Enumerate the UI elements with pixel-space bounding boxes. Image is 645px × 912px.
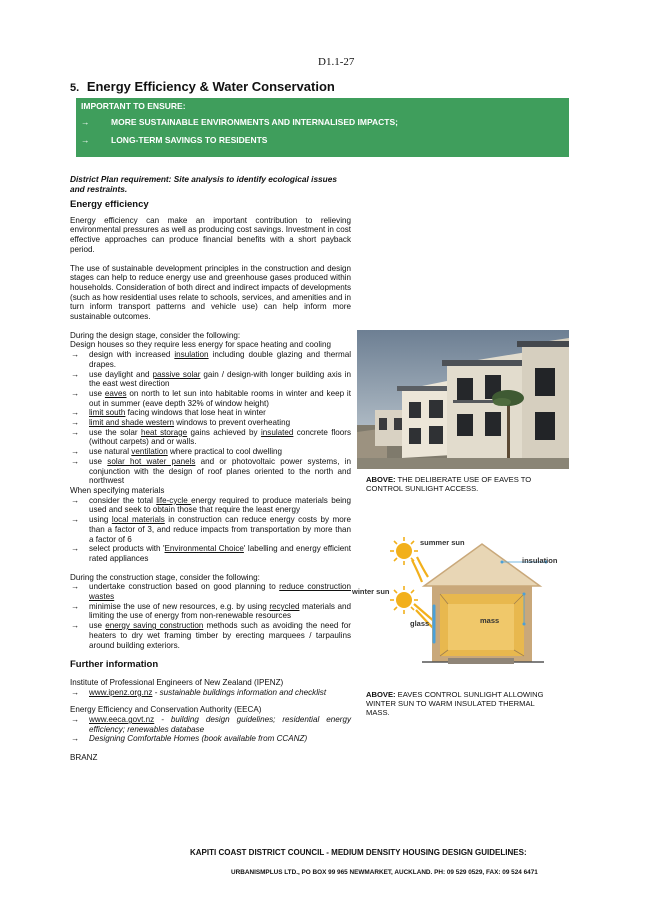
list-item: → use daylight and passive solar gain / design-with longer building axis in the east west direction xyxy=(71,369,351,389)
list-item: → undertake construction based on good planning to reduce construction wastes xyxy=(71,582,352,602)
list-item: → www.eeca.govt.nz - building design guidelines; residential energy efficiency; renewables database xyxy=(71,715,351,734)
diagram-caption: ABOVE: EAVES CONTROL SUNLIGHT ALLOWING WINTER SUN TO WARM INSULATED THERMAL MASS. xyxy=(366,690,544,717)
arrow-icon: → xyxy=(81,117,90,127)
arrow-icon: → xyxy=(71,350,80,360)
branz: BRANZ xyxy=(70,753,98,763)
further-heading: Further information xyxy=(70,659,159,671)
arrow-icon: → xyxy=(71,369,80,379)
important-box xyxy=(76,98,569,157)
list-item: → Designing Comfortable Homes (book available from CCANZ) xyxy=(71,734,308,744)
arrow-icon: → xyxy=(71,544,80,554)
insulation-label: insulation xyxy=(522,556,558,565)
list-item: → design with increased insulation including double glazing and thermal drapes. xyxy=(71,350,351,369)
paragraph: The use of sustainable development principles in the construction and design stages can help to reduce energy use and greenhouse gases produced within households. Consideration of both direct and indirect impacts of developments (such as how residential uses relate to schools, services, and amenities and in turn inform transport patterns and vehicle use) can help inform more sustainable outcomes. xyxy=(70,263,351,322)
design-intro: During the design stage, consider the following: xyxy=(70,330,241,340)
materials-intro: When specifying materials xyxy=(70,485,165,495)
list-item: → use the solar heat storage gains achieved by insulated concrete floors (without carpets) and or walls. xyxy=(71,427,351,447)
mass-label: mass xyxy=(480,616,500,625)
arrow-icon: → xyxy=(71,388,80,398)
construction-intro: During the construction stage, consider the following: xyxy=(70,572,260,582)
important-item: → LONG-TERM SAVINGS TO RESIDENTS xyxy=(81,135,268,145)
eeca-link[interactable]: www.eeca.govt.nz xyxy=(89,715,155,725)
arrow-icon: → xyxy=(71,715,80,725)
summer-sun-label: summer sun xyxy=(420,538,465,547)
list-item: → using local materials in construction can reduce energy costs by more than a factor of 3, and reduce impacts from transportation by more than a factor of 6 xyxy=(71,515,351,544)
photo-caption: ABOVE: THE DELIBERATE USE OF EAVES TO CONTROL SUNLIGHT ACCESS. xyxy=(366,475,532,493)
list-item: → consider the total life-cycle energy required to produce materials being used and seek to obtain those that require the least energy xyxy=(71,495,352,515)
list-item: → use eaves on north to let sun into habitable rooms in winter and keep it out in summer (eave depth 32% of window height) xyxy=(71,388,351,408)
arrow-icon: → xyxy=(81,135,90,145)
design-sub: Design houses so they require less energy for space heating and cooling xyxy=(70,340,331,350)
important-title: IMPORTANT TO ENSURE: xyxy=(81,101,186,111)
footer-title: KAPITI COAST DISTRICT COUNCIL - MEDIUM DENSITY HOUSING DESIGN GUIDELINES: xyxy=(190,848,527,857)
paragraph: Energy efficiency can make an important contribution to relieving environmental pressures as well as producing cost savings. Investment in cost effective approaches can produce financial benefits with a short payback period. xyxy=(70,215,351,254)
important-item: → MORE SUSTAINABLE ENVIRONMENTS AND INTERNALISED IMPACTS; xyxy=(81,117,398,127)
summer-sun-icon xyxy=(390,537,418,565)
arrow-icon: → xyxy=(71,408,80,418)
main-column xyxy=(70,200,351,763)
list-item: → use solar hot water panels and or photovoltaic power systems, in conjunction with the design of roof planes oriented to the north and northwest xyxy=(71,456,351,486)
townhouse-photo xyxy=(357,330,569,469)
glass-label: glass xyxy=(410,619,430,628)
list-item: → use natural ventilation where practical to cool dwelling xyxy=(71,447,283,457)
list-item: → use energy saving construction methods such as avoiding the need for heaters to dry wet framing timber by erecting marquees / tarpaulins around building exteriors. xyxy=(71,621,351,650)
section-title: Energy Efficiency & Water Conservation xyxy=(86,79,335,94)
ipenz-link[interactable]: www.ipenz.org.nz xyxy=(89,687,153,697)
winter-sun-label: winter sun xyxy=(352,587,390,596)
arrow-icon: → xyxy=(71,687,80,697)
arrow-icon: → xyxy=(71,582,80,592)
page-number: D1.1-27 xyxy=(318,56,355,68)
solar-diagram xyxy=(352,532,564,684)
district-requirement: District Plan requirement: Site analysis to identify ecological issues and restraints. xyxy=(70,174,337,194)
arrow-icon: → xyxy=(71,515,80,525)
ipenz-name: Institute of Professional Engineers of New Zealand (IPENZ) xyxy=(70,677,284,687)
arrow-icon: → xyxy=(71,418,80,428)
arrow-icon: → xyxy=(71,447,80,457)
list-item: → www.ipenz.org.nz - sustainable buildings information and checklist xyxy=(71,687,327,697)
arrow-icon: → xyxy=(71,495,80,505)
arrow-icon: → xyxy=(71,601,80,611)
section-heading xyxy=(70,79,335,94)
list-item: → limit and shade western windows to prevent overheating xyxy=(71,418,291,428)
arrow-icon: → xyxy=(71,427,80,437)
eeca-name: Energy Efficiency and Conservation Authority (EECA) xyxy=(70,705,262,715)
energy-heading: Energy efficiency xyxy=(70,199,149,210)
footer-contact: URBANISMPLUS LTD., PO BOX 99 965 NEWMARKET, AUCKLAND. PH: 09 529 0529, FAX: 09 524 6471 xyxy=(231,869,538,876)
winter-sun-icon xyxy=(390,586,418,614)
list-item: → minimise the use of new resources, e.g. by using recycled materials and limiting the use of energy from non-renewable resources xyxy=(71,601,352,621)
arrow-icon: → xyxy=(71,734,80,744)
arrow-icon: → xyxy=(71,456,80,466)
list-item: → select products with 'Environmental Choice' labelling and energy efficient rated appliances xyxy=(71,544,351,563)
list-item: → limit south facing windows that lose heat in winter xyxy=(71,408,266,418)
arrow-icon: → xyxy=(71,621,80,631)
section-number: 5. xyxy=(70,82,80,94)
